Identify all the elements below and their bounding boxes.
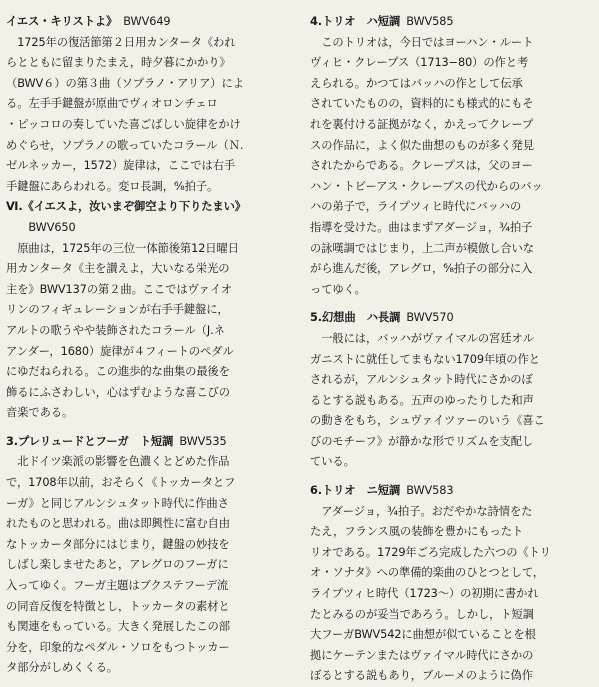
body-text-line: されていたものの，資料的にも様式的にもそ: [310, 97, 534, 111]
body-text-line: ってゆく。: [310, 282, 366, 296]
body-text-line: （BWV６）の第３曲（ソプラノ・アリア）によ: [6, 76, 244, 90]
body-text-line: ヴィヒ・クレープス（1713−80）の作と考: [310, 56, 529, 70]
bwv-number: BWV585: [406, 15, 454, 28]
body-text-line: されるが，アルンシュタット時代にさかのぼ: [310, 373, 533, 387]
heading-title: イエス・キリストよ》: [6, 15, 118, 28]
body-text-line: アダージョ，¾拍子。おだやかな詩情をた: [310, 504, 533, 518]
body-text-line: 原曲は，1725年の三位一体節後第12日曜日: [6, 241, 239, 255]
section-heading: [310, 481, 595, 502]
section-heading: [6, 432, 300, 453]
body-text-line: スの作品に，よく似た曲想のものが多く発見: [310, 138, 534, 152]
body-text-line: 北ドイツ楽派の影響を色濃くとどめた作品: [6, 455, 230, 469]
body-text-line: にゆだねられる。この進歩的な曲集の最後を: [6, 365, 230, 379]
body-text-line: 音楽である。: [6, 406, 74, 420]
body-text-line: ・ピッコロの奏していた喜ごばしい旋律をかけ: [6, 117, 241, 131]
body-text-line: たえ，フランス風の装飾を豊かにもったト: [310, 525, 524, 539]
body-text-line: で，1708年以前，おそらく《トッカータとフ: [6, 476, 236, 490]
bwv-number: BWV570: [406, 311, 454, 325]
body-text-line: ライプツィヒ時代（1723〜）の初期に書かれ: [310, 587, 539, 601]
body-text-line: 分を，印象的なペダル・ソロをもつトッカー: [6, 640, 230, 654]
body-text-line: 指導を受けた。曲はまずアダージョ，¾拍子: [310, 220, 533, 234]
body-text-line: 主を》BWV137の第２曲。ここではヴァイオ: [6, 282, 232, 296]
body-text-line: ている。: [310, 455, 355, 469]
body-text-line: タ部分がしめくくる。: [6, 661, 118, 675]
body-text-line: ーガ》と同じアルンシュタット時代に作曲さ: [6, 496, 229, 510]
body-text-line: えられる。かつてはバッハの作として伝承: [310, 76, 523, 90]
body-text-line: オ・ソナタ》への準備的楽曲のひとつとして，: [310, 566, 545, 580]
body-text-line: るとする説もある。五声のゆったりした和声: [310, 393, 534, 407]
heading-title: 3.プレリュードとフーガ ト短調: [6, 434, 174, 448]
heading-title: 6.トリオ ニ短調: [310, 484, 401, 498]
body-text-line: れを裏付ける証拠がなく，かえってクレープ: [310, 117, 534, 131]
right-column: [310, 12, 595, 687]
heading-title: Ⅵ.《イエスよ，汝いまぞ御空より下りたまい》: [6, 200, 246, 214]
body-text-line: アルトの歌うやや装飾されたコラール（J.ネ: [6, 323, 225, 337]
body-text-line: されたからである。クレープスは，父のヨー: [310, 159, 533, 173]
body-text-line: ガニストに就任してまもない1709年頃の作と: [310, 352, 540, 366]
body-text-line: ハン・トビーアス・クレープスの代からのバッ: [310, 179, 543, 193]
body-text-line: がら進んだ後，アレグロ，⁶⁄₈拍子の部分に入: [310, 262, 533, 276]
body-text-line: たとみるのが妥当であろう。しかし，ト短調: [310, 607, 534, 621]
bwv-number: BWV535: [179, 434, 227, 448]
body-text-line: ぼるとする説もあり，ブルーメのように偽作: [310, 669, 533, 683]
body-text-line: の同音反復を特徴とし，トッカータの素材と: [6, 599, 230, 613]
body-text-line: ハの弟子で，ライプツィヒ時代にバッハの: [310, 200, 522, 214]
body-text-line: 手鍵盤にあらわれる。変ロ長調，⁶⁄₈拍子。: [6, 179, 219, 193]
section-gap: [6, 424, 300, 432]
body-text-line: BWV650: [6, 220, 76, 234]
body-text-line: 飾るにふさわしい，心はずむような喜こびの: [6, 385, 230, 399]
body-text-line: 1725年の復活節第２日用カンタータ《われ: [6, 35, 236, 49]
body-text-line: れたものと思われる。曲は即興性に富む自由: [6, 517, 230, 531]
body-text-line: る。左手手鍵盤が原曲でヴィオロンチェロ: [6, 97, 218, 111]
body-text-line: アンダー，1680）旋律が４フィートのペダル: [6, 344, 234, 358]
body-text-line: も関連をもっている。大きく発展したこの部: [6, 620, 230, 634]
heading-title: 5.幻想曲 ハ長調: [310, 311, 401, 325]
body-text-line: の詠嘆調ではじまり，上二声が模倣し合いな: [310, 241, 534, 255]
body-text-line: 入ってゆく。フーガ主題はブクステフーデ流: [6, 579, 229, 593]
body-text-line: なトッカータ部分にはじまり，鍵盤の妙技を: [6, 537, 230, 551]
body-text-line: このトリオは，今日ではヨーハン・ルート: [310, 35, 534, 49]
body-text-line: 拠にケーテンまたはヴァイマル時代にさかの: [310, 648, 534, 662]
section-gap: [310, 473, 595, 481]
body-text-line: リンのフィギュレーションが右手手鍵盤に，: [6, 303, 229, 317]
body-text-line: 大フーガBWV542に曲想が似ていることを根: [310, 628, 536, 642]
body-text-line: 用カンタータ《主を讃えよ，大いなる栄光の: [6, 262, 230, 276]
body-text-line: しばし楽しませたあと，アレグロのフーガに: [6, 558, 229, 572]
body-text-line: の動きをもち，シュヴァイツァーのいう《喜こ: [310, 414, 545, 428]
section-heading: [6, 197, 300, 218]
left-column: [6, 12, 300, 679]
body-text-line: らとともに留まりたまえ，時夕暮にかかり》: [6, 56, 231, 70]
body-text-line: びのモチーフ》が静かな形でリズムを支配し: [310, 434, 534, 448]
section-heading: [310, 12, 595, 33]
section-gap: [310, 300, 595, 308]
body-text-line: 一般には，バッハがヴァイマルの宮廷オル: [310, 331, 534, 345]
section-heading: [310, 308, 595, 329]
body-text-line: ゼルネッカー，1572）旋律は，ここでは右手: [6, 159, 236, 173]
bwv-number: BWV583: [406, 484, 454, 498]
body-text-line: リオである。1729年ごろ完成した六つの《トリ: [310, 545, 551, 559]
heading-title: 4.トリオ ハ短調: [310, 15, 401, 28]
bwv-number: BWV649: [123, 15, 171, 28]
body-text-line: めぐらせ，ソプラノの歌っていたコラール（Ｎ.: [6, 138, 244, 152]
section-heading: [6, 12, 300, 33]
